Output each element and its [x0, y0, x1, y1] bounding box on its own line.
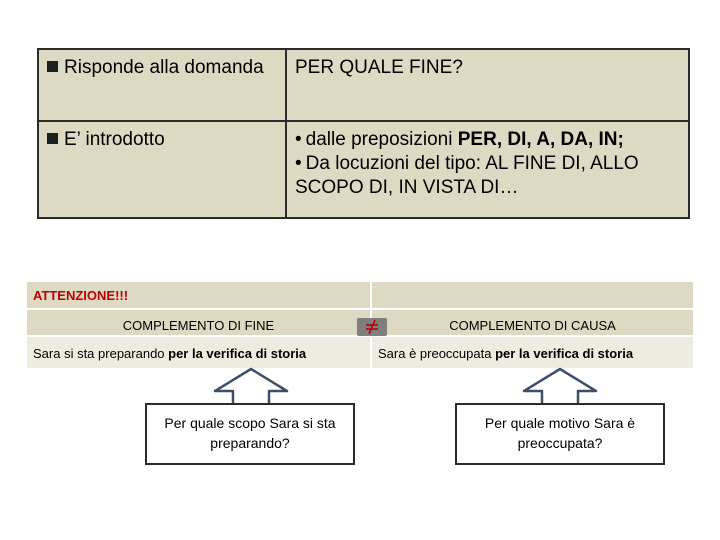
callout-scopo: Per quale scopo Sara si sta preparando?: [145, 403, 355, 465]
cell-introdotto: [39, 122, 287, 219]
cell-risponde: [39, 50, 287, 122]
risponde-label: Risponde alla domanda: [64, 57, 264, 78]
sentence-fine-prefix: Sara si sta preparando: [33, 346, 169, 361]
checkbox-bullet-icon: [47, 61, 58, 72]
cell-introductions: [287, 122, 690, 219]
introdotto-label: E’ introdotto: [64, 129, 165, 150]
sentence-fine-complement: per la verifica di storia: [168, 346, 307, 361]
bullet-icon: •: [295, 129, 302, 150]
sentence-causa-prefix: Sara è preoccupata: [378, 346, 496, 361]
attention-label: ATTENZIONE!!!: [33, 288, 129, 303]
locutions-line: [295, 152, 682, 200]
question-text: PER QUALE FINE?: [295, 57, 463, 78]
not-equal-icon: [357, 318, 387, 336]
bullet-icon: •: [295, 153, 302, 174]
cell-question: [287, 50, 690, 122]
up-arrow-left-icon: [213, 367, 289, 407]
header-causa: COMPLEMENTO DI CAUSA: [449, 318, 616, 333]
top-table: [37, 48, 690, 219]
sentence-causa: [378, 346, 633, 361]
prepositions-line: [295, 128, 682, 152]
sentence-fine: [33, 346, 306, 361]
locutions-text: Da locuzioni del tipo: AL FINE DI, ALLO SCOPO DI, IN VISTA DI…: [295, 153, 639, 198]
header-fine: COMPLEMENTO DI FINE: [122, 318, 275, 333]
checkbox-bullet-icon: [47, 133, 58, 144]
up-arrow-right-icon: [522, 367, 598, 407]
prepositions-prefix: dalle preposizioni: [305, 129, 458, 150]
prepositions-list: PER, DI, A, DA, IN;: [457, 129, 624, 150]
callout-motivo: Per quale motivo Sara è preoccupata?: [455, 403, 665, 465]
sentence-causa-complement: per la verifica di storia: [495, 346, 634, 361]
